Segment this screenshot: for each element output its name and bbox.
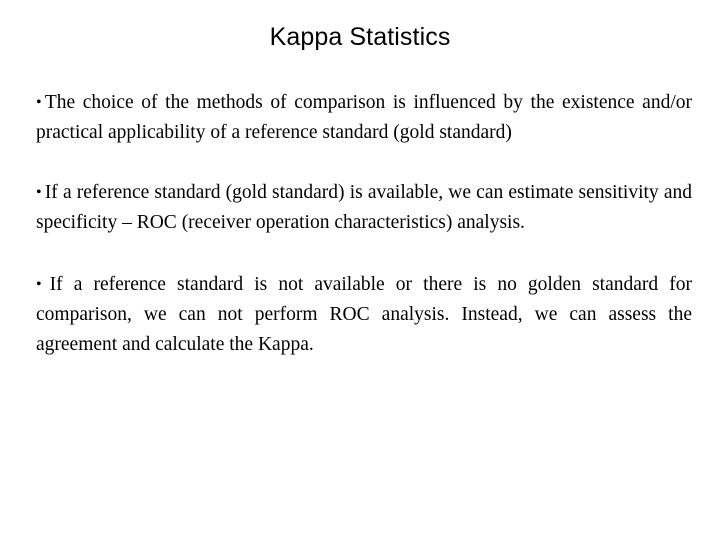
page-title: Kappa Statistics: [269, 23, 451, 51]
slide-body-content: [36, 88, 692, 360]
bullet-paragraph-roc-analysis: [36, 178, 692, 238]
bullet-point-icon: •: [36, 276, 42, 293]
bullet-paragraph-text: The choice of the methods of comparison is influenced by the existence and/or practical applicability of a reference standard (gold standard): [36, 92, 692, 143]
bullet-paragraph-text: If a reference standard is not available or there is no golden standard for comparison, we can not perform ROC analysis. Instead, we can assess the agreement and calculate the Kappa.: [36, 274, 692, 355]
bullet-paragraph-kappa-agreement: [36, 270, 692, 360]
bullet-paragraph-text: If a reference standard (gold standard) is available, we can estimate sensitivity and specificity – ROC (receiver operation characteristics) analysis.: [36, 182, 692, 233]
bullet-point-icon: •: [36, 184, 42, 201]
bullet-point-icon: •: [36, 94, 42, 111]
bullet-paragraph-reference-standard-choice: [36, 88, 692, 148]
